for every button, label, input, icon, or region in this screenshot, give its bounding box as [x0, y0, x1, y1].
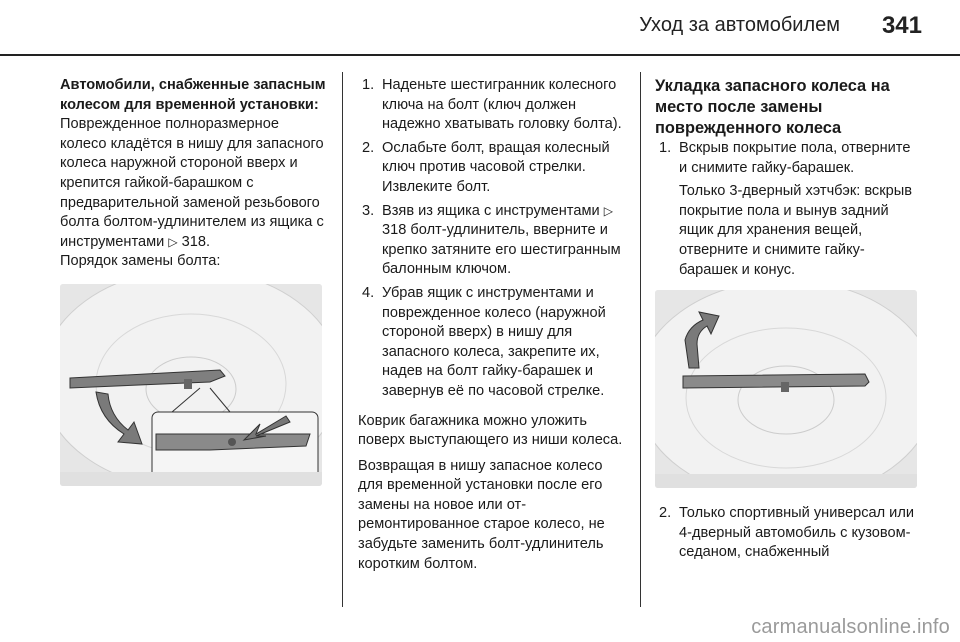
paragraph: Возвращая в нишу запасное колесо для временной установки после его замены на новое или отремонтированное старое колесо, не забудьте заменить болт-удлинитель коротким болтом. — [358, 457, 605, 572]
spare-wheel-well-drawing — [655, 290, 917, 488]
page-ref[interactable]: 318 — [382, 222, 407, 239]
step-number: 1. — [659, 140, 672, 156]
step-list — [358, 76, 626, 402]
list-item — [655, 504, 921, 563]
spare-wheel-drawing — [60, 284, 322, 486]
column-right — [655, 76, 921, 567]
step-text: Только спортивный универсал или 4-дверный автомобиль с кузовом-седаном, снабженный — [679, 505, 914, 561]
running-header-title: Уход за автомобилем — [639, 14, 840, 36]
step-number: 2. — [659, 505, 672, 522]
step-text: Взяв из ящика с инструментами — [382, 202, 600, 219]
list-item — [358, 284, 626, 402]
watermark: carmanualsonline.info — [751, 616, 950, 638]
list-item — [358, 76, 626, 135]
step-number: 2. — [362, 139, 375, 156]
step-list — [655, 504, 921, 563]
step-number: 4. — [362, 284, 375, 301]
list-item — [358, 202, 626, 280]
step-text: Убрав ящик с инструментами и поврежденное колесо (наружной стороной вверх) в нишу для запасного колеса, закрепите их, надев на болт гайку-барашек и завернув её по часовой стрелке. — [382, 284, 606, 399]
illustration-remove-wing-nut — [655, 290, 917, 488]
section-heading: Укладка запасного колеса на место после замены поврежденного колеса — [655, 77, 890, 137]
illustration-bolt-replacement — [60, 284, 322, 486]
list-item — [358, 139, 626, 198]
column-divider — [640, 72, 641, 607]
page-ref[interactable]: 318. — [181, 233, 211, 250]
list-item — [655, 139, 921, 280]
step-text: Вскрыв покрытие пола, отверните и снимите гайку-барашек. — [679, 140, 911, 176]
paragraph-text: Поврежденное полноразмерное колесо кладётся в нишу для запасного колеса наружной стороной вверх и крепится гайкой-барашком с предварительной заменой резьбового болта болтом-удлинителем из ящика с инструментами — [60, 116, 324, 250]
column-middle — [358, 76, 626, 574]
step-number: 1. — [362, 77, 375, 93]
column-left — [60, 76, 326, 486]
paragraph: Порядок замены болта: — [60, 253, 221, 270]
step-number: 3. — [362, 202, 375, 219]
page-ref-arrow-icon: ▷ — [168, 234, 178, 249]
step-note: Только 3-дверный хэтчбэк: вскрыв покрытие пола и вынув задний ящик для хранения вещей, отверните и снимите гайку-барашек и конус. — [679, 183, 912, 278]
step-list — [655, 139, 921, 280]
paragraph — [60, 115, 326, 252]
paragraph: Коврик багажника можно уложить поверх выступающего из ниши колеса. — [358, 412, 623, 449]
step-text: Ослабьте болт, вращая колесный ключ против часовой стрелки. Извлеките болт. — [382, 139, 610, 195]
step-text: болт-удлинитель, вверните и крепко затяните его шестигранным балонным ключом. — [382, 222, 621, 278]
page-ref-arrow-icon: ▷ — [603, 203, 613, 218]
section-heading: Автомобили, снабженные запасным колесом для временной установки: — [60, 77, 326, 113]
page-number: 341 — [881, 12, 922, 39]
step-text: Наденьте шестигранник колесного ключа на болт (ключ должен надежно хватывать головку болта). — [382, 77, 622, 133]
header-rule — [0, 54, 960, 56]
column-divider — [342, 72, 343, 607]
